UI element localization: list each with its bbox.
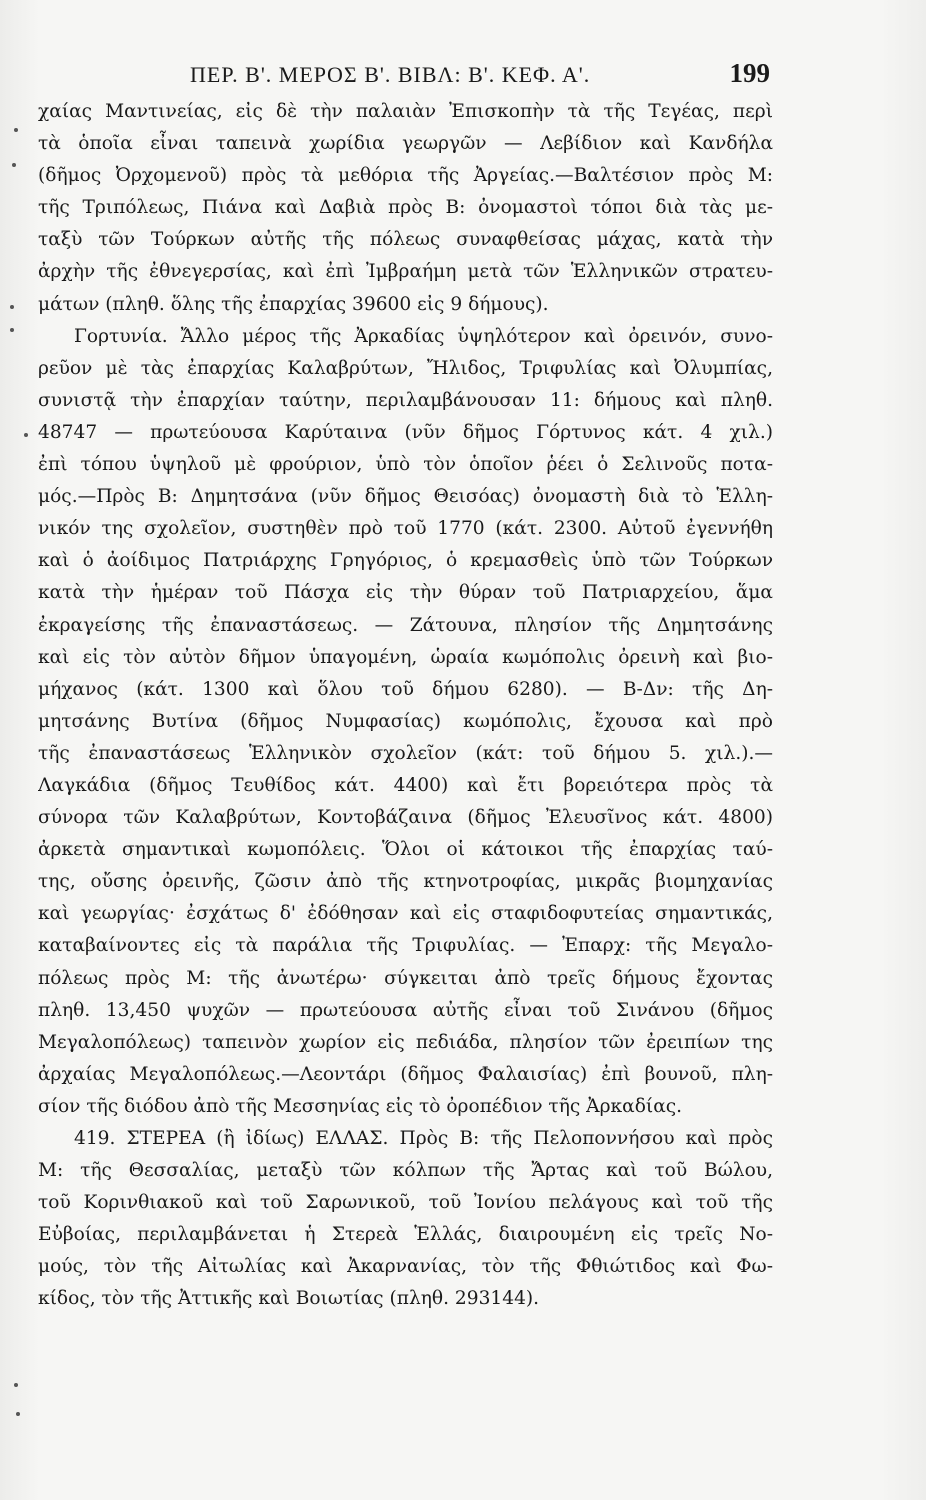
text-line: ἐπὶ τόπου ὑψηλοῦ μὲ φρούριον, ὑπὸ τὸν ὁποῖον ῥέει ὁ Σελινοῦς ποτα- bbox=[38, 454, 773, 476]
paragraph-start-section-419: 419. ΣΤΕΡΕΑ (ἢ ἰδίως) ΕΛΛΑΣ. Πρὸς Β: τῆς Πελοποννήσου καὶ πρὸς bbox=[74, 1128, 773, 1149]
text-line: τῆς Τριπόλεως, Πιάνα καὶ Δαβιὰ πρὸς Β: ὀνομαστοὶ τόποι διὰ τὰς με- bbox=[38, 197, 773, 219]
text-line: συνιστᾷ τὴν ἐπαρχίαν ταύτην, περιλαμβάνουσαν 11: δήμους καὶ πληθ. bbox=[38, 389, 773, 411]
paragraph-start-gortynia: Γορτυνία. Ἄλλο μέρος τῆς Ἀρκαδίας ὑψηλότερον καὶ ὀρεινόν, συνο- bbox=[74, 325, 773, 347]
margin-dot bbox=[14, 128, 18, 132]
text-line: νικόν της σχολεῖον, συστηθὲν πρὸ τοῦ 1770 (κάτ. 2300. Αὐτοῦ ἐγεννήθη bbox=[38, 518, 773, 540]
text-line: κίδος, τὸν τῆς Ἀττικῆς καὶ Βοιωτίας (πληθ. 293144). bbox=[38, 1288, 540, 1310]
text-line: τῆς ἐπαναστάσεως Ἑλληνικὸν σχολεῖον (κάτ: τοῦ δήμου 5. χιλ.).— bbox=[38, 742, 773, 764]
margin-dot bbox=[10, 328, 14, 332]
text-line: πόλεως πρὸς Μ: τῆς ἀνωτέρω· σύγκειται ἀπὸ τρεῖς δήμους ἔχοντας bbox=[38, 967, 773, 989]
text-line: ἀρχὴν τῆς ἐθνεγερσίας, καὶ ἐπὶ Ἰμβραήμη μετὰ τῶν Ἑλληνικῶν στρατευ- bbox=[38, 261, 773, 283]
page-header bbox=[190, 58, 770, 98]
text-line: κατὰ τὴν ἡμέραν τοῦ Πάσχα εἰς τὴν θύραν τοῦ Πατριαρχείου, ἅμα bbox=[38, 582, 773, 604]
text-line: μήχανος (κάτ. 1300 καὶ ὅλου τοῦ δήμου 6280). — Β-Δν: τῆς Δη- bbox=[38, 678, 773, 700]
page-number: 199 bbox=[729, 58, 770, 88]
margin-dot bbox=[10, 305, 14, 309]
text-line: μάτων (πληθ. ὅλης τῆς ἐπαρχίας 39600 εἰς 9 δήμους). bbox=[38, 293, 549, 315]
margin-dot bbox=[14, 1383, 18, 1387]
text-line: ἀρχαίας Μεγαλοπόλεως.—Λεοντάρι (δῆμος Φαλαισίας) ἐπὶ βουνοῦ, πλη- bbox=[38, 1063, 773, 1085]
text-line: Λαγκάδια (δῆμος Τευθίδος κάτ. 4400) καὶ ἔτι βορειότερα πρὸς τὰ bbox=[38, 774, 773, 796]
margin-dot bbox=[24, 433, 28, 437]
text-line: Μεγαλοπόλεως) ταπεινὸν χωρίον εἰς πεδιάδα, πλησίον τῶν ἐρειπίων της bbox=[38, 1031, 773, 1053]
text-line: της, οὔσης ὀρεινῆς, ζῶσιν ἀπὸ τῆς κτηνοτροφίας, μικρᾶς βιομηχανίας bbox=[38, 871, 773, 893]
text-line: μός.—Πρὸς Β: Δημητσάνα (νῦν δῆμος Θεισόας) ὀνομαστὴ διὰ τὸ Ἑλλη- bbox=[38, 486, 773, 508]
body-text bbox=[38, 96, 773, 1316]
text-line: σύνορα τῶν Καλαβρύτων, Κοντοβάζαινα (δῆμος Ἐλευσῖνος κάτ. 4800) bbox=[38, 807, 773, 829]
text-line: 48747 — πρωτεύουσα Καρύταινα (νῦν δῆμος Γόρτυνος κάτ. 4 χιλ.) bbox=[38, 421, 773, 443]
text-line: Μ: τῆς Θεσσαλίας, μεταξὺ τῶν κόλπων τῆς Ἄρτας καὶ τοῦ Βώλου, bbox=[38, 1160, 773, 1182]
text-line: καὶ εἰς τὸν αὐτὸν δῆμον ὑπαγομένη, ὡραία κωμόπολις ὀρεινὴ καὶ βιο- bbox=[38, 646, 773, 668]
margin-dot bbox=[16, 1412, 20, 1416]
text-line: ἀρκετὰ σημαντικαὶ κωμοπόλεις. Ὅλοι οἱ κάτοικοι τῆς ἐπαρχίας ταύ- bbox=[38, 839, 773, 861]
text-line: καὶ ὁ ἀοίδιμος Πατριάρχης Γρηγόριος, ὁ κρεμασθεὶς ὑπὸ τῶν Τούρκων bbox=[38, 550, 773, 572]
text-line: (δῆμος Ὀρχομενοῦ) πρὸς τὰ μεθόρια τῆς Ἀργείας.—Βαλτέσιον πρὸς Μ: bbox=[38, 165, 773, 187]
margin-dot bbox=[12, 163, 16, 167]
text-line: μητσάνης Βυτίνα (δῆμος Νυμφασίας) κωμόπολις, ἔχουσα καὶ πρὸ bbox=[38, 710, 773, 732]
text-line: ρεῦον μὲ τὰς ἐπαρχίας Καλαβρύτων, Ἤλιδος, Τριφυλίας καὶ Ὀλυμπίας, bbox=[38, 357, 773, 379]
text-line: μούς, τὸν τῆς Αἰτωλίας καὶ Ἀκαρνανίας, τὸν τῆς Φθιώτιδος καὶ Φω- bbox=[38, 1256, 773, 1278]
text-line: καὶ γεωργίας· ἐσχάτως δ' ἐδόθησαν καὶ εἰς σταφιδοφυτείας σημαντικάς, bbox=[38, 903, 773, 925]
text-line: καταβαίνοντες εἰς τὰ παράλια τῆς Τριφυλίας. — Ἐπαρχ: τῆς Μεγαλο- bbox=[38, 935, 773, 957]
text-line: ἐκραγείσης τῆς ἐπαναστάσεως. — Ζάτουνα, πλησίον τῆς Δημητσάνης bbox=[38, 614, 773, 636]
text-line: τοῦ Κορινθιακοῦ καὶ τοῦ Σαρωνικοῦ, τοῦ Ἰονίου πελάγους καὶ τοῦ τῆς bbox=[38, 1192, 773, 1214]
text-line: ταξὺ τῶν Τούρκων αὐτῆς τῆς πόλεως συναφθείσας μάχας, κατὰ τὴν bbox=[38, 229, 773, 251]
running-head: ΠΕΡ. Β'. ΜΕΡΟΣ Β'. ΒΙΒΛ: Β'. ΚΕΦ. Α'. bbox=[190, 62, 591, 87]
text-line: Εὐβοίας, περιλαμβάνεται ἡ Στερεὰ Ἑλλάς, διαιρουμένη εἰς τρεῖς Νο- bbox=[38, 1224, 773, 1246]
text-line: σίον τῆς διόδου ἀπὸ τῆς Μεσσηνίας εἰς τὸ ὀροπέδιον τῆς Ἀρκαδίας. bbox=[38, 1095, 683, 1117]
text-line: χαίας Μαντινείας, εἰς δὲ τὴν παλαιὰν Ἐπισκοπὴν τὰ τῆς Τεγέας, περὶ bbox=[38, 101, 773, 122]
text-line: πληθ. 13,450 ψυχῶν — πρωτεύουσα αὐτῆς εἶναι τοῦ Σινάνου (δῆμος bbox=[38, 999, 773, 1021]
text-line: τὰ ὁποῖα εἶναι ταπεινὰ χωρίδια γεωργῶν — Λεβίδιον καὶ Κανδήλα bbox=[38, 133, 773, 155]
